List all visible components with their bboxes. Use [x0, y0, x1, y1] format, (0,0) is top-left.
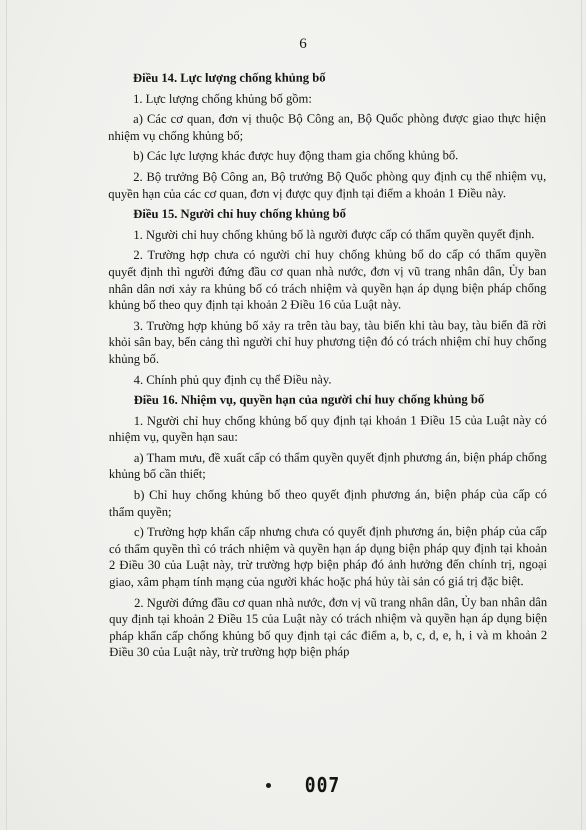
stamp-number: 007: [304, 773, 341, 798]
scan-edge-left: [6, 0, 7, 830]
article-paragraph: 2. Bộ trưởng Bộ Công an, Bộ trưởng Bộ Quốc phòng quy định cụ thể nhiệm vụ, quyền hạn của các cơ quan, đơn vị được quy định tại điểm a khoản 1 Điều này.: [108, 169, 547, 201]
page-footer: [0, 775, 586, 796]
stamp-dot: [266, 783, 271, 788]
article-paragraph: 1. Người chỉ huy chống khủng bố quy định tại khoản 1 Điều 15 của Luật này có nhiệm vụ, quyền hạn sau:: [108, 412, 547, 445]
article-paragraph: 4. Chính phủ quy định cụ thể Điều này.: [133, 372, 332, 387]
article-paragraph: 2. Người đứng đầu cơ quan nhà nước, đơn vị vũ trang nhân dân, Ủy ban nhân dân quy định tại khoản 2 Điều 15 của Luật này có trách nhiệm và quyền hạn áp dụng biện pháp khẩn cấp chống khủng bố quy định tại các điểm a, b, c, d, e, h, i và m khoản 2 Điều 30 của Luật này, trừ trường hợp biện pháp: [109, 594, 548, 660]
article-paragraph: c) Trường hợp khẩn cấp nhưng chưa có quyết định phương án, biện pháp của cấp có thẩm quyền thì có trách nhiệm và quyền hạn áp dụng biện pháp quy định tại khoản 2 Điều 30 của Luật này, trừ trường hợp biện pháp đó ảnh hưởng đến chính trị, ngoại giao, xâm phạm tính mạng của người khác hoặc phá hủy tài sản có giá trị đặc biệt.: [108, 524, 548, 590]
article-paragraph: b) Các lực lượng khác được huy động tham gia chống khủng bố.: [133, 148, 459, 164]
article-heading: Điều 16. Nhiệm vụ, quyền hạn của người chỉ huy chống khủng bố: [133, 392, 485, 408]
article-paragraph: b) Chỉ huy chống khủng bố theo quyết định phương án, biện pháp của cấp có thẩm quyền;: [108, 487, 547, 519]
article-paragraph: 3. Trường hợp khủng bố xảy ra trên tàu bay, tàu biển khi tàu bay, tàu biển đã rời khỏi sân bay, bến cảng thì người chỉ huy phương tiện đó có trách nhiệm chỉ huy chống khủng bố.: [108, 317, 547, 366]
page-number: 6: [299, 36, 307, 52]
article-paragraph: 1. Người chỉ huy chống khủng bố là người được cấp có thẩm quyền quyết định.: [133, 226, 535, 242]
article-heading: Điều 14. Lực lượng chống khủng bố: [133, 70, 326, 85]
document-body: [108, 69, 547, 665]
scan-edge-right: [581, 0, 582, 830]
article-paragraph: 1. Lực lượng chống khủng bố gồm:: [133, 91, 312, 106]
article-paragraph: a) Các cơ quan, đơn vị thuộc Bộ Công an, Bộ Quốc phòng được giao thực hiện nhiệm vụ chống khủng bố;: [108, 111, 547, 143]
article-paragraph: 2. Trường hợp chưa có người chỉ huy chống khủng bố do cấp có thẩm quyền quyết định thì người đứng đầu cơ quan nhà nước, đơn vị vũ trang nhân dân, Ủy ban nhân dân nơi xảy ra khủng bố có trách nhiệm và quyền hạn áp dụng biện pháp chống khủng bố theo quy định tại khoản 2 Điều 16 của Luật này.: [108, 247, 547, 313]
article-heading: Điều 15. Người chỉ huy chống khủng bố: [133, 206, 346, 222]
article-paragraph: a) Tham mưu, đề xuất cấp có thẩm quyền quyết định phương án, biện pháp chống khủng bố cần thiết;: [108, 449, 547, 482]
